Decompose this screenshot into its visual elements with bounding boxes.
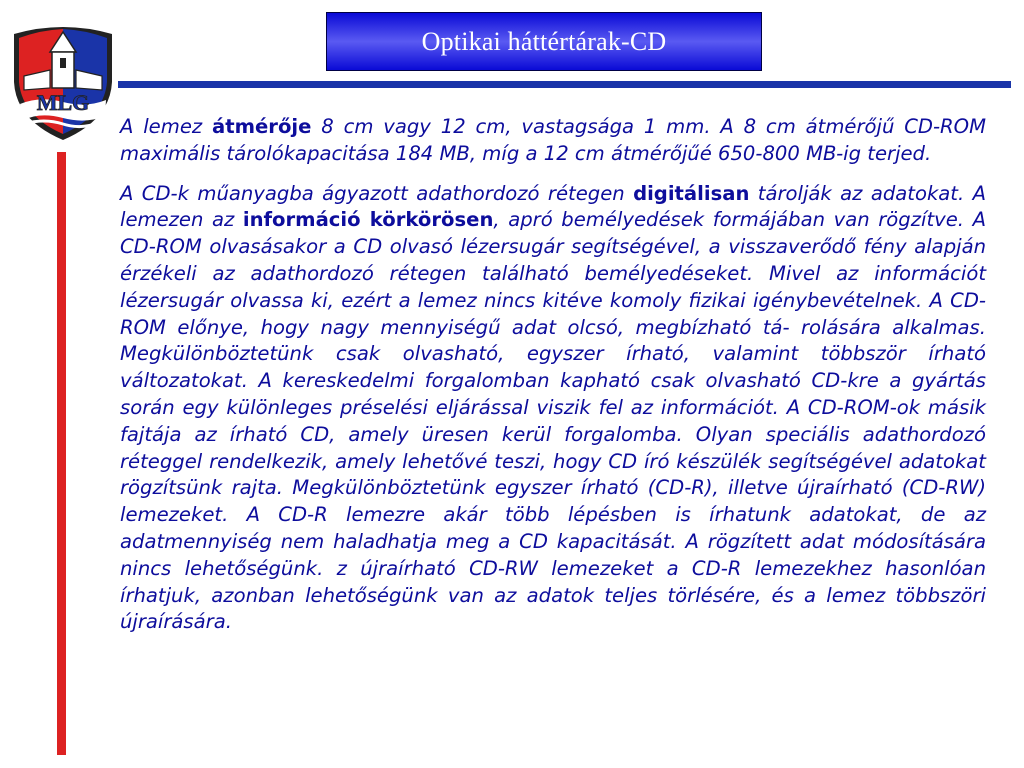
text-run: A CD-k műanyagba ágyazott adathordozó rétegen (120, 181, 634, 205)
header-divider (118, 81, 1011, 88)
bold-term: digitálisan (633, 181, 750, 205)
school-crest-logo (10, 24, 116, 142)
left-accent-bar (57, 152, 66, 755)
paragraph-1 (120, 114, 986, 168)
bold-term: átmérője (212, 115, 312, 138)
text-run: tárolják az adatokat. A lemezen az (120, 181, 986, 232)
text-run: 8 cm vagy 12 cm, vastagsága 1 mm. A 8 cm átmérőjű CD-ROM maximális tárolókapacitása 184 MB, míg a 12 cm átmérőjűé 650-800 MB-ig terjed. (120, 115, 986, 165)
slide-title-box (326, 12, 762, 71)
crest-shield-icon (10, 24, 116, 142)
slide-body (120, 114, 986, 649)
bold-term: információ körkörösen (242, 208, 494, 232)
crest-text: MLG (36, 90, 90, 115)
text-run: , apró bemélyedések formájában van rögzítve. A CD-ROM olvasásakor a CD olvasó lézersugár segítségével, a visszaverődő fény alapján érzékeli az adathordozó rétegen található bemélyedéseket. Mivel az információt lézersugár olvassa ki, ezért a lemez nincs kitéve komoly fizikai igénybevételnek. A CD-ROM előnye, hogy nagy mennyiségű adat olcsó, megbízható tá- rolására alkalmas. Megkülönböztetünk csak olvasható, egyszer írható, valamint többször írható változatokat. A kereskedelmi forgalomban kapható csak olvasható CD-kre a gyártás során egy különleges préselési eljárással viszik fel az információt. A CD-ROM-ok másik fajtája az írható CD, amely üresen kerül forgalomba. Olyan speciális adathordozó réteggel rendelkezik, amely lehetővé teszi, hogy CD író készülék segítségével adatokat rögzítsünk rajta. Megkülönböztetünk egyszer írható (CD-R), illetve újraírható (CD-RW) lemezeket. A CD-R lemezre akár több lépésben is írhatunk adatokat, de az adatmennyiség nem haladhatja meg a CD kapacitását. A rögzített adat módosítására nincs lehetőségünk. z újraírható CD-RW lemezeket a CD-R lemezekhez hasonlóan írhatjuk, azonban lehetőségünk van az adatok teljes törlésére, és a lemez többszöri újraírására. (120, 208, 986, 634)
text-run: A lemez (120, 115, 212, 138)
paragraph-2 (120, 181, 986, 637)
slide-title: Optikai háttértárak-CD (421, 26, 667, 56)
